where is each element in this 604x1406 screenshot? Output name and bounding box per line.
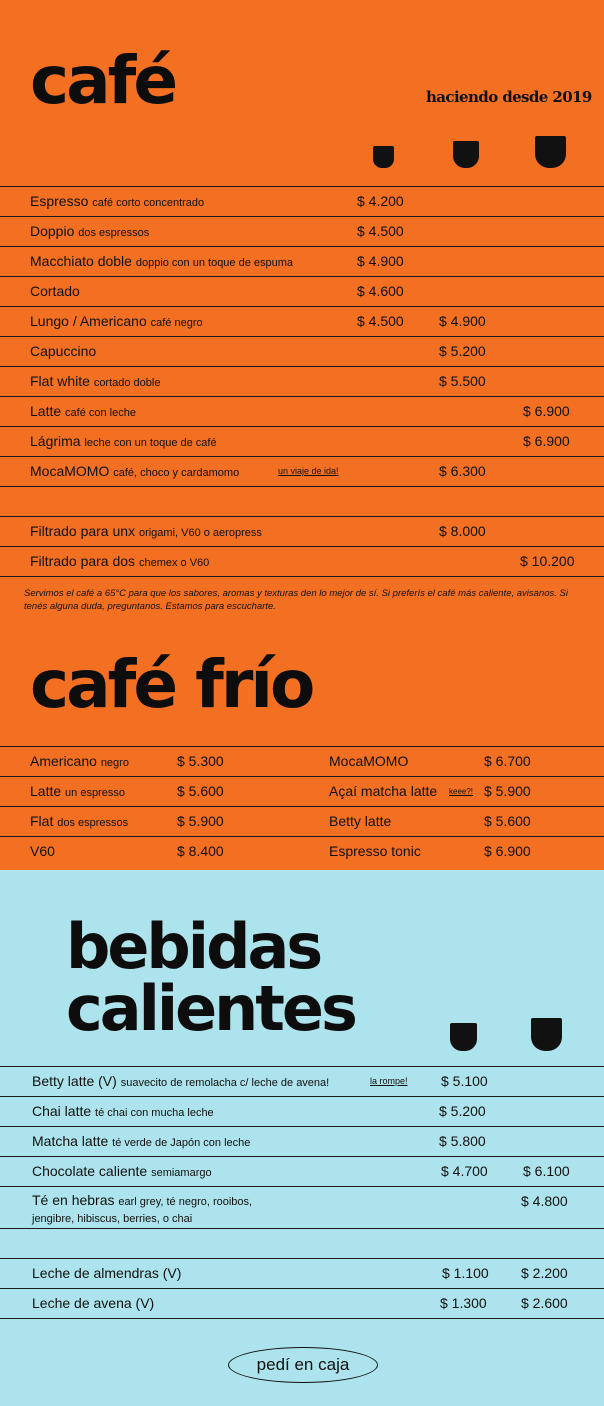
- item-name: Leche de almendras (V): [32, 1265, 182, 1281]
- item-name: Macchiato doble doppio con un toque de espuma: [30, 253, 294, 269]
- menu-row: [0, 1157, 604, 1187]
- cup-medium-icon: [453, 141, 479, 168]
- item-price: $ 5.600: [484, 813, 531, 829]
- item-name: MocaMOMO: [329, 753, 409, 769]
- price-medium: $ 6.300: [439, 463, 486, 479]
- cafe-title: café: [30, 42, 176, 119]
- item-price: $ 5.300: [177, 753, 224, 769]
- menu-row: [0, 1187, 604, 1229]
- price-large: $ 10.200: [520, 553, 575, 569]
- cup-large-icon: [535, 136, 566, 168]
- item-name: Leche de avena (V): [32, 1295, 155, 1311]
- price-small: $ 4.200: [357, 193, 404, 209]
- menu-row: [0, 1289, 604, 1319]
- item-price: $ 6.700: [484, 753, 531, 769]
- item-name: Filtrado para dos chemex o V60: [30, 553, 210, 569]
- menu-row: [0, 747, 604, 777]
- coffee-note: Servimos el café a 65°C para que los sabores, aromas y texturas den lo mejor de sí. Si preferís el café más caliente, avisanos. Si tenés alguna duda, preguntanos. Estamos para escucharte.: [24, 588, 568, 612]
- menu-row: [0, 397, 604, 427]
- item-name: Espresso tonic: [329, 843, 421, 859]
- menu-row: [0, 1097, 604, 1127]
- item-price: $ 5.900: [484, 783, 531, 799]
- price-medium: $ 4.900: [439, 313, 486, 329]
- item-name: MocaMOMO café, choco y cardamomo: [30, 463, 240, 479]
- item-name: Flat dos espressos: [30, 813, 129, 829]
- cafe-frio-title: café frío: [30, 646, 313, 723]
- item-name: Cortado: [30, 283, 80, 299]
- item-price: $ 6.900: [484, 843, 531, 859]
- item-name: Americano negro: [30, 753, 129, 769]
- price-large: $ 6.900: [523, 433, 570, 449]
- menu-row: [0, 187, 604, 217]
- price-medium: $ 5.200: [439, 343, 486, 359]
- menu-row: [0, 247, 604, 277]
- menu-row: [0, 457, 604, 487]
- menu-row: [0, 517, 604, 547]
- item-name: Latte café con leche: [30, 403, 136, 419]
- item-name: Doppio dos espressos: [30, 223, 150, 239]
- menu-row: [0, 277, 604, 307]
- price-large: $ 6.900: [523, 403, 570, 419]
- menu-row-empty: [0, 487, 604, 517]
- menu-row: [0, 1127, 604, 1157]
- item-tag: keee?!: [449, 787, 474, 796]
- price-medium: $ 5.500: [439, 373, 486, 389]
- price-small: $ 4.600: [357, 283, 404, 299]
- price-large: $ 6.100: [523, 1163, 570, 1179]
- cold-coffee-list: [0, 746, 604, 867]
- menu-row-empty: [0, 1229, 604, 1259]
- price-large: $ 2.200: [521, 1265, 568, 1281]
- order-at-counter-badge: pedí en caja: [228, 1347, 378, 1383]
- item-tag: la rompe!: [370, 1076, 408, 1086]
- hot-drinks-list: [0, 1066, 604, 1319]
- cup-large-icon: [531, 1018, 562, 1051]
- menu-row: [0, 217, 604, 247]
- bebidas-title: bebidas calientes: [66, 910, 355, 1045]
- price-medium: $ 8.000: [439, 523, 486, 539]
- item-price: $ 5.600: [177, 783, 224, 799]
- price-small: $ 4.500: [357, 313, 404, 329]
- item-name: Latte un espresso: [30, 783, 125, 799]
- item-name: Chai latte té chai con mucha leche: [32, 1103, 214, 1119]
- item-tag: un viaje de ida!: [278, 466, 339, 476]
- item-name: Betty latte (V) suavecito de remolacha c/ leche de avena!: [32, 1073, 330, 1089]
- menu-row: [0, 777, 604, 807]
- item-name: Betty latte: [329, 813, 392, 829]
- cup-small-icon: [373, 146, 394, 168]
- cup-medium-icon: [450, 1023, 477, 1051]
- price-medium: $ 1.300: [440, 1295, 487, 1311]
- item-name: Té en hebras earl grey, té negro, rooibos, jengibre, hibiscus, berries, o chai: [32, 1192, 253, 1225]
- price-small: $ 4.900: [357, 253, 404, 269]
- item-name: Chocolate caliente semiamargo: [32, 1163, 212, 1179]
- menu-row: [0, 307, 604, 337]
- menu-row: [0, 337, 604, 367]
- price-medium: $ 5.100: [441, 1073, 488, 1089]
- menu-row: [0, 1259, 604, 1289]
- price-small: $ 4.500: [357, 223, 404, 239]
- menu-row: [0, 547, 604, 577]
- since-tagline: haciendo desde 2019: [426, 88, 592, 106]
- cafe-menu-list: [0, 186, 604, 577]
- item-price: $ 5.900: [177, 813, 224, 829]
- item-name: Capuccino: [30, 343, 97, 359]
- menu-row: [0, 367, 604, 397]
- item-name: V60: [30, 843, 55, 859]
- price-large: $ 2.600: [521, 1295, 568, 1311]
- menu-row: [0, 837, 604, 867]
- price-medium: $ 5.200: [439, 1103, 486, 1119]
- item-name: Açaí matcha latte: [329, 783, 438, 799]
- item-name: Espresso café corto concentrado: [30, 193, 205, 209]
- price-medium: $ 5.800: [439, 1133, 486, 1149]
- item-name: Matcha latte té verde de Japón con leche: [32, 1133, 251, 1149]
- item-name: Filtrado para unx origami, V60 o aeropress: [30, 523, 262, 539]
- menu-row: [0, 1067, 604, 1097]
- item-name: Lágrima leche con un toque de café: [30, 433, 217, 449]
- price-medium: $ 4.700: [441, 1163, 488, 1179]
- price-medium: $ 1.100: [442, 1265, 489, 1281]
- menu-row: [0, 427, 604, 457]
- price-large: $ 4.800: [521, 1193, 568, 1209]
- item-price: $ 8.400: [177, 843, 224, 859]
- item-name: Flat white cortado doble: [30, 373, 161, 389]
- menu-row: [0, 807, 604, 837]
- item-name: Lungo / Americano café negro: [30, 313, 203, 329]
